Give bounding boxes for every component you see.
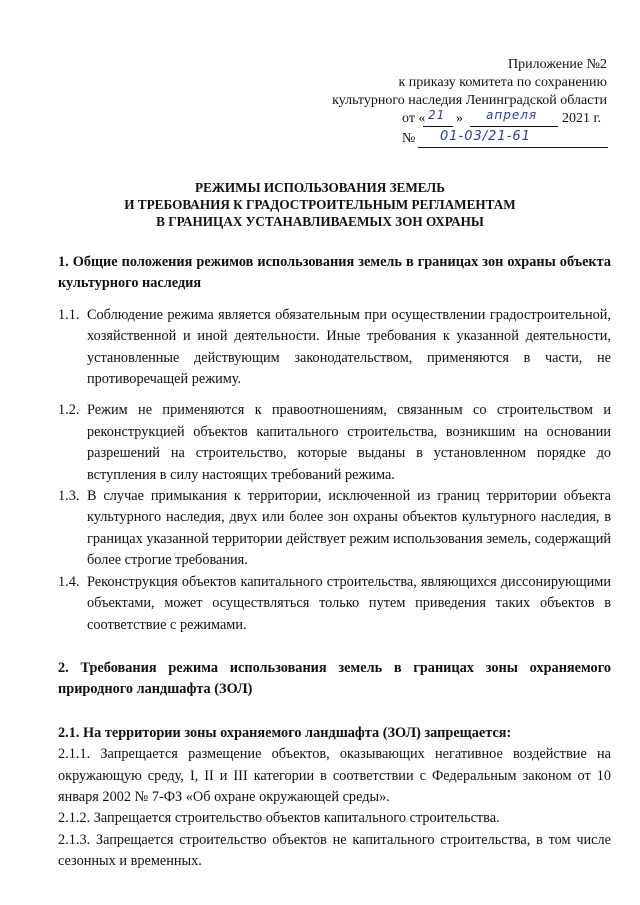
section-2-heading: 2. Требования режима использования земель в границах зоны охраняемого природного ландшафта (ЗОЛ) (58, 659, 611, 698)
document-body (58, 252, 611, 873)
paragraph-2-1-3: 2.1.3. Запрещается строительство объектов не капитального строительства, в том числе сезонных и временных. (58, 831, 611, 870)
item-text: Реконструкция объектов капитального строительства, являющихся диссонирующими объектами, может осуществляться только путем приведения таких объектов в соответствие с режимами. (87, 573, 611, 633)
item-1-4 (58, 572, 611, 636)
number-handwritten: 01-03/21-61 (440, 129, 531, 144)
number-prefix: № (402, 131, 416, 146)
date-day-handwritten: 21 (428, 108, 446, 122)
item-text: Режим не применяются к правоотношениям, связанным со строительством и реконструкцией объектов капитального строительства, возникшим на основании разрешений на строительство, которые выданы в установленном порядке до вступления в силу настоящих требований режима. (87, 402, 611, 483)
date-month-handwritten: апреля (486, 108, 538, 122)
item-text: В случае примыкания к территории, исключенной из границ территории объекта культурного наследия, двух или более зон охраны объектов культурного наследия, в границах указанной территории действует режим использования земель, содержащий более строгие требования. (87, 488, 611, 569)
appendix-number: Приложение №2 (508, 57, 607, 72)
date-year: 2021 г. (562, 111, 602, 126)
title-line-3: В ГРАНИЦАХ УСТАНАВЛИВАЕМЫХ ЗОН ОХРАНЫ (156, 214, 484, 229)
number-underline (418, 147, 608, 148)
item-1-3 (58, 486, 611, 572)
item-number: 1.2. (58, 402, 80, 419)
document-title (0, 179, 640, 230)
item-number: 1.4. (58, 573, 80, 590)
section-1-heading: 1. Общие положения режимов использования земель в границах зон охраны объекта культурного наследия (58, 254, 611, 292)
item-1-2 (58, 400, 611, 486)
date-month-underline (470, 126, 558, 127)
date-day-underline (423, 126, 453, 127)
section-2-1-heading: 2.1. На территории зоны охраняемого ландшафта (ЗОЛ) запрещается: (58, 724, 512, 741)
date-prefix: от « (402, 111, 426, 126)
appendix-order-line: к приказу комитета по сохранению (398, 75, 607, 90)
paragraph-2-1-2: 2.1.2. Запрещается строительство объектов капитального строительства. (58, 810, 500, 827)
title-line-2: И ТРЕБОВАНИЯ К ГРАДОСТРОИТЕЛЬНЫМ РЕГЛАМЕНТАМ (124, 197, 516, 212)
item-number: 1.3. (58, 488, 80, 505)
item-text: Соблюдение режима является обязательным при осуществлении градостроительной, хозяйственной и иной деятельности. Иные требования к указанной деятельности, установленные действующим законодательством, применяются в части, не противоречащей режиму. (87, 306, 611, 388)
item-1-1 (58, 305, 611, 391)
title-line-1: РЕЖИМЫ ИСПОЛЬЗОВАНИЯ ЗЕМЕЛЬ (195, 180, 445, 195)
appendix-header (332, 56, 607, 110)
paragraph-2-1-1: 2.1.1. Запрещается размещение объектов, оказывающих негативное воздействие на окружающую среду, I, II и III категории в соответствии с Федеральным законом от 10 января 2002 № 7-ФЗ «Об охране окружающей среды». (58, 746, 611, 805)
appendix-committee-line: культурного наследия Ленинградской области (332, 93, 607, 108)
item-number: 1.1. (58, 306, 80, 323)
date-mid: » (456, 111, 463, 126)
